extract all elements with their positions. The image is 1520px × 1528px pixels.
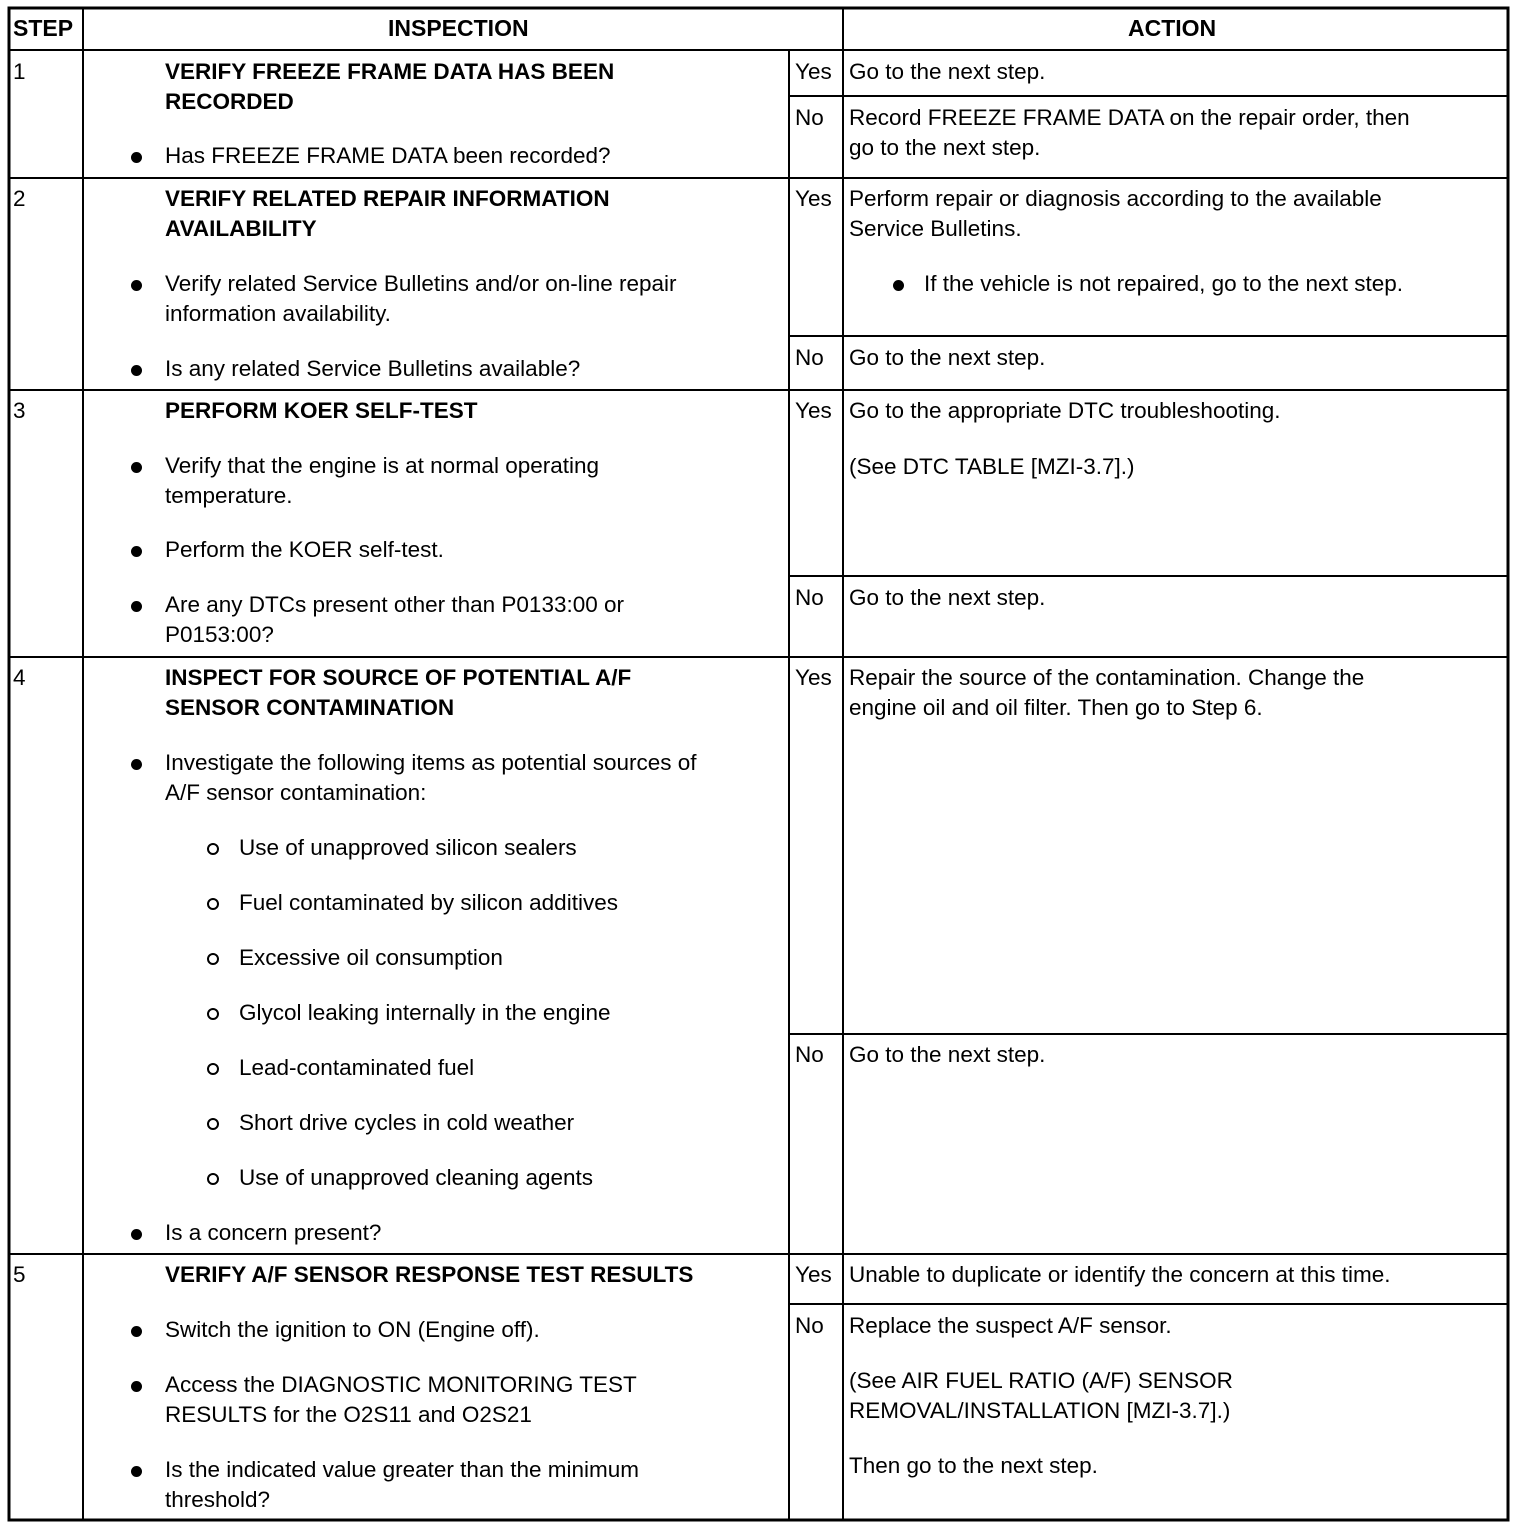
- inspection-item: Verify related Service Bulletins and/or on-line repair: [165, 271, 677, 296]
- circle-bullet-icon: [207, 1118, 219, 1130]
- inspection-item: RESULTS for the O2S11 and O2S21: [165, 1402, 532, 1427]
- inspection-item: Verify that the engine is at normal operating: [165, 453, 600, 478]
- no-action: Go to the next step.: [849, 345, 1046, 370]
- contamination-source: Glycol leaking internally in the engine: [239, 1000, 611, 1025]
- yes-label: Yes: [795, 398, 832, 423]
- step-title: INSPECT FOR SOURCE OF POTENTIAL A/F: [165, 665, 632, 690]
- yes-label: Yes: [795, 665, 832, 690]
- inspection-item: Is the indicated value greater than the minimum: [165, 1457, 640, 1482]
- circle-bullet-icon: [207, 1173, 219, 1185]
- header-action: ACTION: [1128, 15, 1217, 41]
- circle-bullet-icon: [207, 953, 219, 965]
- inspection-item: threshold?: [165, 1487, 271, 1512]
- contamination-source: Lead-contaminated fuel: [239, 1055, 475, 1080]
- no-action: go to the next step.: [849, 135, 1041, 160]
- step-number: 4: [13, 665, 26, 690]
- no-action-reference: REMOVAL/INSTALLATION [MZI-3.7].): [849, 1398, 1231, 1423]
- bullet-icon: [131, 365, 142, 376]
- bullet-icon: [131, 462, 142, 473]
- no-label: No: [795, 585, 824, 610]
- yes-label: Yes: [795, 59, 832, 84]
- step-number: 3: [13, 398, 26, 423]
- circle-bullet-icon: [207, 1008, 219, 1020]
- yes-label: Yes: [795, 186, 832, 211]
- yes-action: Service Bulletins.: [849, 216, 1022, 241]
- bullet-icon: [131, 152, 142, 163]
- inspection-item: Has FREEZE FRAME DATA been recorded?: [165, 143, 611, 168]
- yes-action: Go to the next step.: [849, 59, 1046, 84]
- no-label: No: [795, 1042, 824, 1067]
- no-label: No: [795, 105, 824, 130]
- header-step: STEP: [13, 15, 74, 41]
- no-action-final: Then go to the next step.: [849, 1453, 1098, 1478]
- inspection-item: temperature.: [165, 483, 293, 508]
- bullet-icon: [131, 546, 142, 557]
- contamination-source: Fuel contaminated by silicon additives: [239, 890, 618, 915]
- bullet-icon: [131, 1326, 142, 1337]
- contamination-source: Short drive cycles in cold weather: [239, 1110, 575, 1135]
- circle-bullet-icon: [207, 843, 219, 855]
- no-action: Replace the suspect A/F sensor.: [849, 1313, 1172, 1338]
- step-title: SENSOR CONTAMINATION: [165, 695, 455, 720]
- step-number: 1: [13, 59, 26, 84]
- inspection-item: A/F sensor contamination:: [165, 780, 427, 805]
- step-title: VERIFY RELATED REPAIR INFORMATION: [165, 186, 610, 211]
- circle-bullet-icon: [207, 898, 219, 910]
- yes-action: Go to the appropriate DTC troubleshooting.: [849, 398, 1281, 423]
- inspection-item: Perform the KOER self-test.: [165, 537, 444, 562]
- contamination-source: Use of unapproved cleaning agents: [239, 1165, 594, 1190]
- bullet-icon: [131, 280, 142, 291]
- bullet-icon: [131, 1466, 142, 1477]
- bullet-icon: [893, 280, 904, 291]
- inspection-item: P0153:00?: [165, 622, 274, 647]
- inspection-item: Is any related Service Bulletins available?: [165, 356, 581, 381]
- contamination-source: Use of unapproved silicon sealers: [239, 835, 577, 860]
- yes-label: Yes: [795, 1262, 832, 1287]
- yes-action-reference: (See DTC TABLE [MZI-3.7].): [849, 454, 1135, 479]
- yes-action: Perform repair or diagnosis according to the available: [849, 186, 1382, 211]
- inspection-item: Switch the ignition to ON (Engine off).: [165, 1317, 540, 1342]
- bullet-icon: [131, 759, 142, 770]
- bullet-icon: [131, 1229, 142, 1240]
- no-label: No: [795, 1313, 824, 1338]
- yes-action-note: If the vehicle is not repaired, go to the next step.: [924, 271, 1404, 296]
- contamination-source: Excessive oil consumption: [239, 945, 503, 970]
- inspection-item: information availability.: [165, 301, 391, 326]
- circle-bullet-icon: [207, 1063, 219, 1075]
- bullet-icon: [131, 1381, 142, 1392]
- yes-action: Unable to duplicate or identify the concern at this time.: [849, 1262, 1391, 1287]
- step-title: AVAILABILITY: [165, 216, 317, 241]
- inspection-item: Are any DTCs present other than P0133:00 or: [165, 592, 625, 617]
- no-label: No: [795, 345, 824, 370]
- step-title: VERIFY FREEZE FRAME DATA HAS BEEN: [165, 59, 615, 84]
- bullet-icon: [131, 601, 142, 612]
- no-action: Record FREEZE FRAME DATA on the repair order, then: [849, 105, 1410, 130]
- no-action-reference: (See AIR FUEL RATIO (A/F) SENSOR: [849, 1368, 1233, 1393]
- inspection-item: Access the DIAGNOSTIC MONITORING TEST: [165, 1372, 637, 1397]
- no-action: Go to the next step.: [849, 1042, 1046, 1067]
- header-inspection: INSPECTION: [388, 15, 529, 41]
- step-number: 5: [13, 1262, 26, 1287]
- yes-action: Repair the source of the contamination. Change the: [849, 665, 1365, 690]
- inspection-item: Investigate the following items as potential sources of: [165, 750, 697, 775]
- step-title: PERFORM KOER SELF-TEST: [165, 398, 478, 423]
- no-action: Go to the next step.: [849, 585, 1046, 610]
- step-title: RECORDED: [165, 89, 294, 114]
- step-title: VERIFY A/F SENSOR RESPONSE TEST RESULTS: [165, 1262, 694, 1287]
- yes-action: engine oil and oil filter. Then go to Step 6.: [849, 695, 1263, 720]
- step-number: 2: [13, 186, 26, 211]
- inspection-item: Is a concern present?: [165, 1220, 382, 1245]
